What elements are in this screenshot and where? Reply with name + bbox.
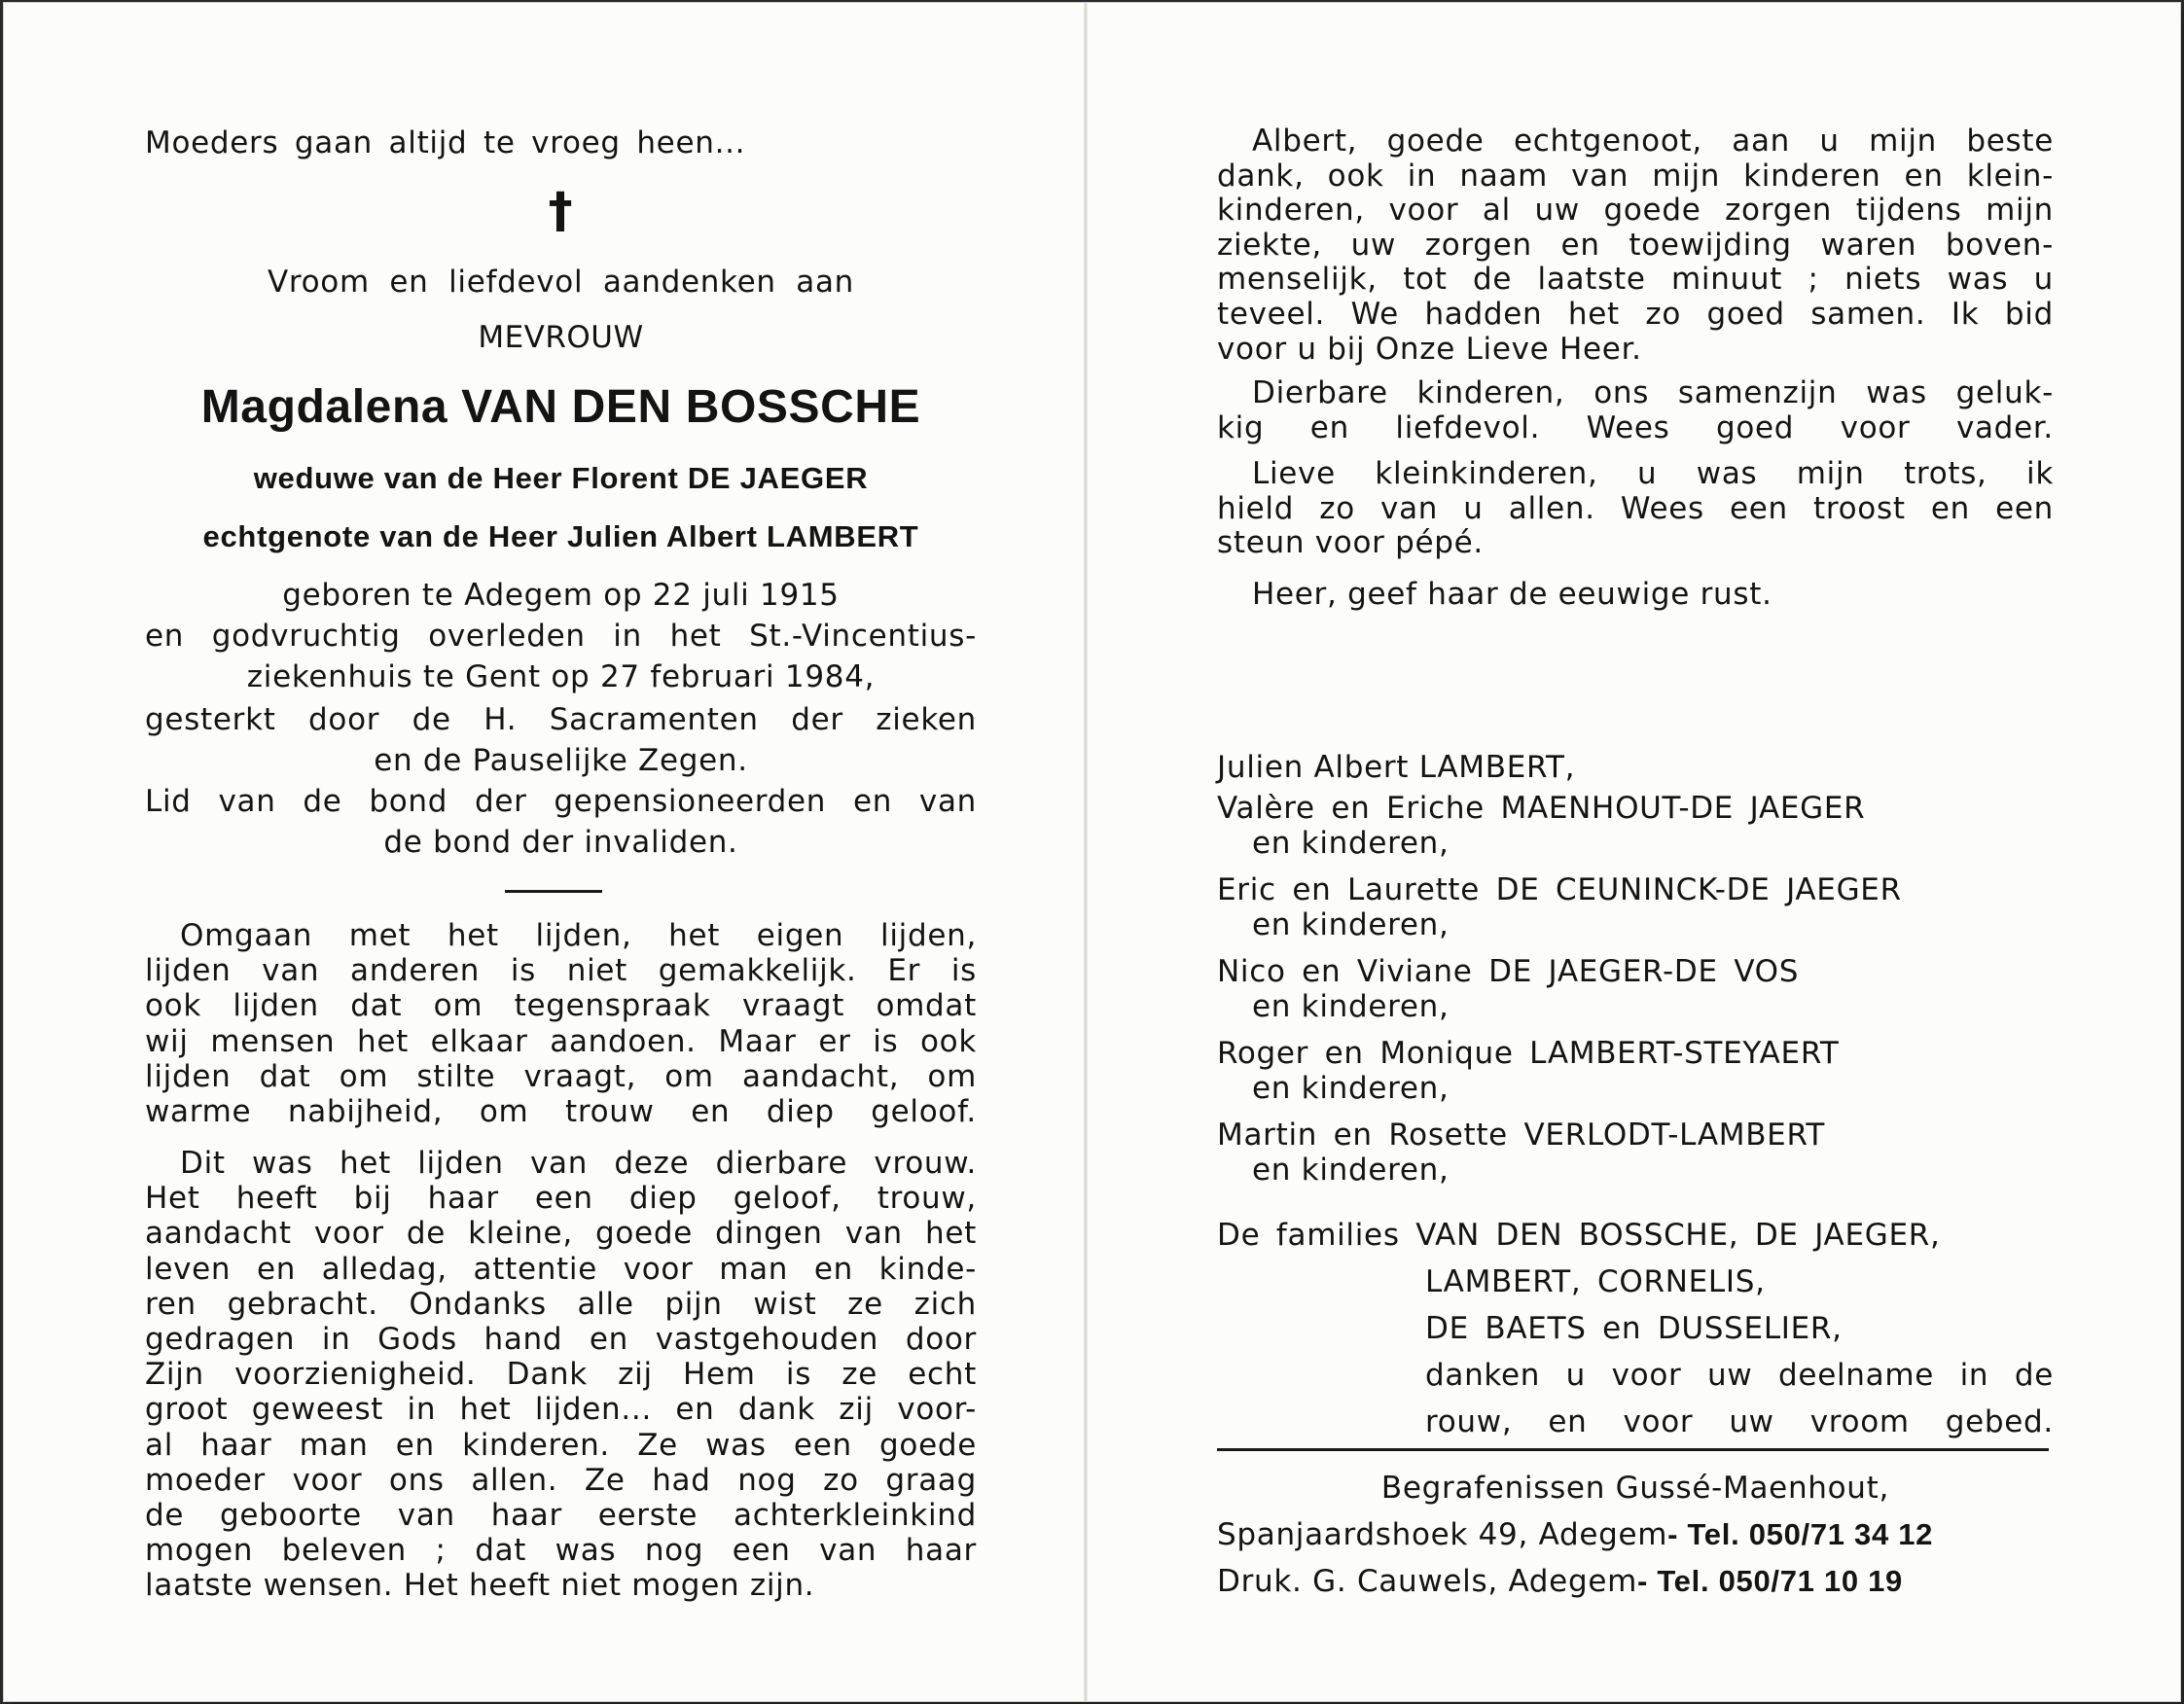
family-couple xyxy=(1217,1036,2054,1071)
paragraph-line: Het heeft bij haar een diep geloof, trouw, xyxy=(145,1181,977,1217)
undertaker-address: Spanjaardshoek 49, Adegem xyxy=(1217,1517,1668,1552)
paragraph-line: menselijk, tot de laatste minuut ; niets was u xyxy=(1217,262,2054,298)
families-names: VAN DEN BOSSCHE, DE JAEGER, xyxy=(1415,1218,1941,1253)
couple-names: Martin en Rosette xyxy=(1217,1118,1508,1153)
paragraph-line: Omgaan met het lijden, het eigen lijden, xyxy=(180,918,977,953)
paragraph-line: dank, ook in naam van mijn kinderen en klein- xyxy=(1217,158,2054,194)
thanks-line: danken u voor uw deelname in de xyxy=(1425,1358,2054,1393)
couple-names: Valère en Eriche xyxy=(1217,791,1485,826)
membership-line-1: Lid van de bond der gepensioneerden en van xyxy=(145,784,977,819)
paragraph-line: warme nabijheid, om trouw en diep geloof. xyxy=(145,1094,977,1130)
membership-line-2: de bond der invaliden. xyxy=(383,825,738,860)
paragraph-line: Lieve kleinkinderen, u was mijn trots, ik xyxy=(1252,456,2054,491)
families-line xyxy=(1217,1212,2054,1259)
paragraph-line: al haar man en kinderen. Ze was een goede xyxy=(145,1427,977,1463)
couple-surname: DE JAEGER-DE VOS xyxy=(1488,954,1800,989)
death-line: en godvruchtig overleden in het St.-Vincentius- xyxy=(145,619,977,654)
paragraph-line: Dierbare kinderen, ons samenzijn was geluk- xyxy=(1252,375,2054,410)
divider xyxy=(1217,1448,2049,1451)
paragraph-line: ren gebracht. Ondanks alle pijn wist ze zich xyxy=(145,1286,977,1322)
death-place-line: ziekenhuis te Gent op 27 februari 1984, xyxy=(246,659,876,694)
paragraph-line: steun voor pépé. xyxy=(1217,525,1484,561)
family-couple xyxy=(1217,954,2054,989)
printer-phone: - Tel. 050/71 10 19 xyxy=(1637,1564,1903,1598)
family-children: en kinderen, xyxy=(1252,989,1450,1024)
reflection-paragraph-2 xyxy=(145,1146,977,1604)
family-list xyxy=(1217,750,2054,1199)
paragraph-line: Albert, goede echtgenoot, aan u mijn beste xyxy=(1252,124,2054,159)
memorial-card xyxy=(4,3,2180,1701)
paragraph-line: aandacht voor de kleine, goede dingen van het xyxy=(145,1216,977,1252)
family-couple xyxy=(1217,872,2054,907)
paragraph-line: voor u bij Onze Lieve Heer. xyxy=(1217,331,1642,367)
printer-row xyxy=(1217,1558,2054,1605)
family-children: en kinderen, xyxy=(1252,826,1450,861)
cross-icon: † xyxy=(548,182,574,238)
widow-of-line: weduwe van de Heer Florent DE JAEGER xyxy=(253,461,869,495)
family-children: en kinderen, xyxy=(1252,1071,1450,1106)
paragraph-line: kinderen, voor al uw goede zorgen tijdens mijn xyxy=(1217,193,2054,229)
paragraph-line: kig en liefdevol. Wees goed voor vader. xyxy=(1217,409,2054,445)
couple-names: Nico en Viviane xyxy=(1217,954,1473,989)
birth-line: geboren te Adegem op 22 juli 1915 xyxy=(282,578,840,613)
paragraph-line: lijden van anderen is niet gemakkelijk. Er is xyxy=(145,953,977,989)
couple-names: Roger en Monique xyxy=(1217,1036,1514,1071)
intro-text: Vroom en liefdevol aandenken aan xyxy=(267,265,855,300)
paragraph-line: de geboorte van haar eerste achterkleinkind xyxy=(145,1498,977,1534)
couple-surname: DE CEUNINCK-DE JAEGER xyxy=(1495,872,1902,907)
couple-names: Eric en Laurette xyxy=(1217,872,1481,907)
printer-name: Druk. G. Cauwels, Adegem xyxy=(1217,1564,1638,1599)
family-couple xyxy=(1217,791,2054,826)
message-to-children xyxy=(1217,376,2054,445)
spouse-of-line: echtgenote van de Heer Julien Albert LAMBERT xyxy=(202,519,919,553)
sacraments-line-1: gesterkt door de H. Sacramenten der zieken xyxy=(145,702,977,737)
paragraph-line: gedragen in Gods hand en vastgehouden door xyxy=(145,1322,977,1358)
prayer xyxy=(1217,578,2054,613)
families-lead: De families xyxy=(1217,1218,1400,1253)
paragraph-line: leven en alledag, attentie voor man en kinde- xyxy=(145,1251,977,1287)
message-to-grandchildren xyxy=(1217,457,2054,561)
undertaker: Begrafenissen Gussé-Maenhout, xyxy=(1380,1471,1890,1506)
couple-surname: MAENHOUT-DE JAEGER xyxy=(1500,791,1866,826)
opening-quote: Moeders gaan altijd te vroeg heen... xyxy=(145,125,746,160)
paragraph-line: laatste wensen. Het heeft niet mogen zijn. xyxy=(145,1568,815,1604)
paragraph-line: groot geweest in het lijden... en dank zij voor- xyxy=(145,1392,977,1428)
printer-info xyxy=(1217,1465,2054,1605)
undertaker-phone: - Tel. 050/71 34 12 xyxy=(1667,1517,1934,1551)
family-children: en kinderen, xyxy=(1252,1153,1450,1188)
families-line: DE BAETS en DUSSELIER, xyxy=(1425,1311,1843,1346)
paragraph-line: moeder voor ons allen. Ze had nog zo graag xyxy=(145,1462,977,1498)
family-couple xyxy=(1217,1118,2054,1153)
sacraments-line-2: en de Pauselijke Zegen. xyxy=(374,743,748,778)
paragraph-line: Dit was het lijden van deze dierbare vrouw. xyxy=(180,1146,977,1181)
paragraph-line: lijden dat om stilte vraagt, om aandacht, om xyxy=(145,1058,977,1094)
paragraph-line: ook lijden dat om tegenspraak vraagt omdat xyxy=(145,988,977,1024)
family-member: Julien Albert LAMBERT, xyxy=(1217,750,1576,785)
paragraph-line: ziekte, uw zorgen en toewijding waren boven- xyxy=(1217,227,2054,263)
families-thanks xyxy=(1217,1212,2054,1445)
thanks-line: rouw, en voor uw vroom gebed. xyxy=(1425,1404,2054,1439)
couple-surname: LAMBERT-STEYAERT xyxy=(1529,1036,1840,1071)
paragraph-line: Heer, geef haar de eeuwige rust. xyxy=(1252,577,1772,612)
honorific: MEVROUW xyxy=(478,320,644,355)
divider xyxy=(505,890,602,893)
family-children: en kinderen, xyxy=(1252,907,1450,942)
message-to-husband xyxy=(1217,124,2054,367)
couple-surname: VERLODT-LAMBERT xyxy=(1523,1118,1826,1153)
paragraph-line: wij mensen het elkaar aandoen. Maar er is ook xyxy=(145,1023,977,1059)
paragraph-line: hield zo van u allen. Wees een troost en een xyxy=(1217,490,2054,526)
deceased-name: Magdalena VAN DEN BOSSCHE xyxy=(200,381,921,433)
paragraph-line: teveel. We hadden het zo goed samen. Ik bid xyxy=(1217,296,2054,332)
paragraph-line: Zijn voorzienigheid. Dank zij Hem is ze echt xyxy=(145,1357,977,1393)
reflection-paragraph-1 xyxy=(145,918,977,1129)
paragraph-line: mogen beleven ; dat was nog een van haar xyxy=(145,1533,977,1569)
card-fold xyxy=(1084,3,1088,1701)
families-line: LAMBERT, CORNELIS, xyxy=(1425,1264,1766,1299)
undertaker-address-row xyxy=(1217,1511,2054,1558)
